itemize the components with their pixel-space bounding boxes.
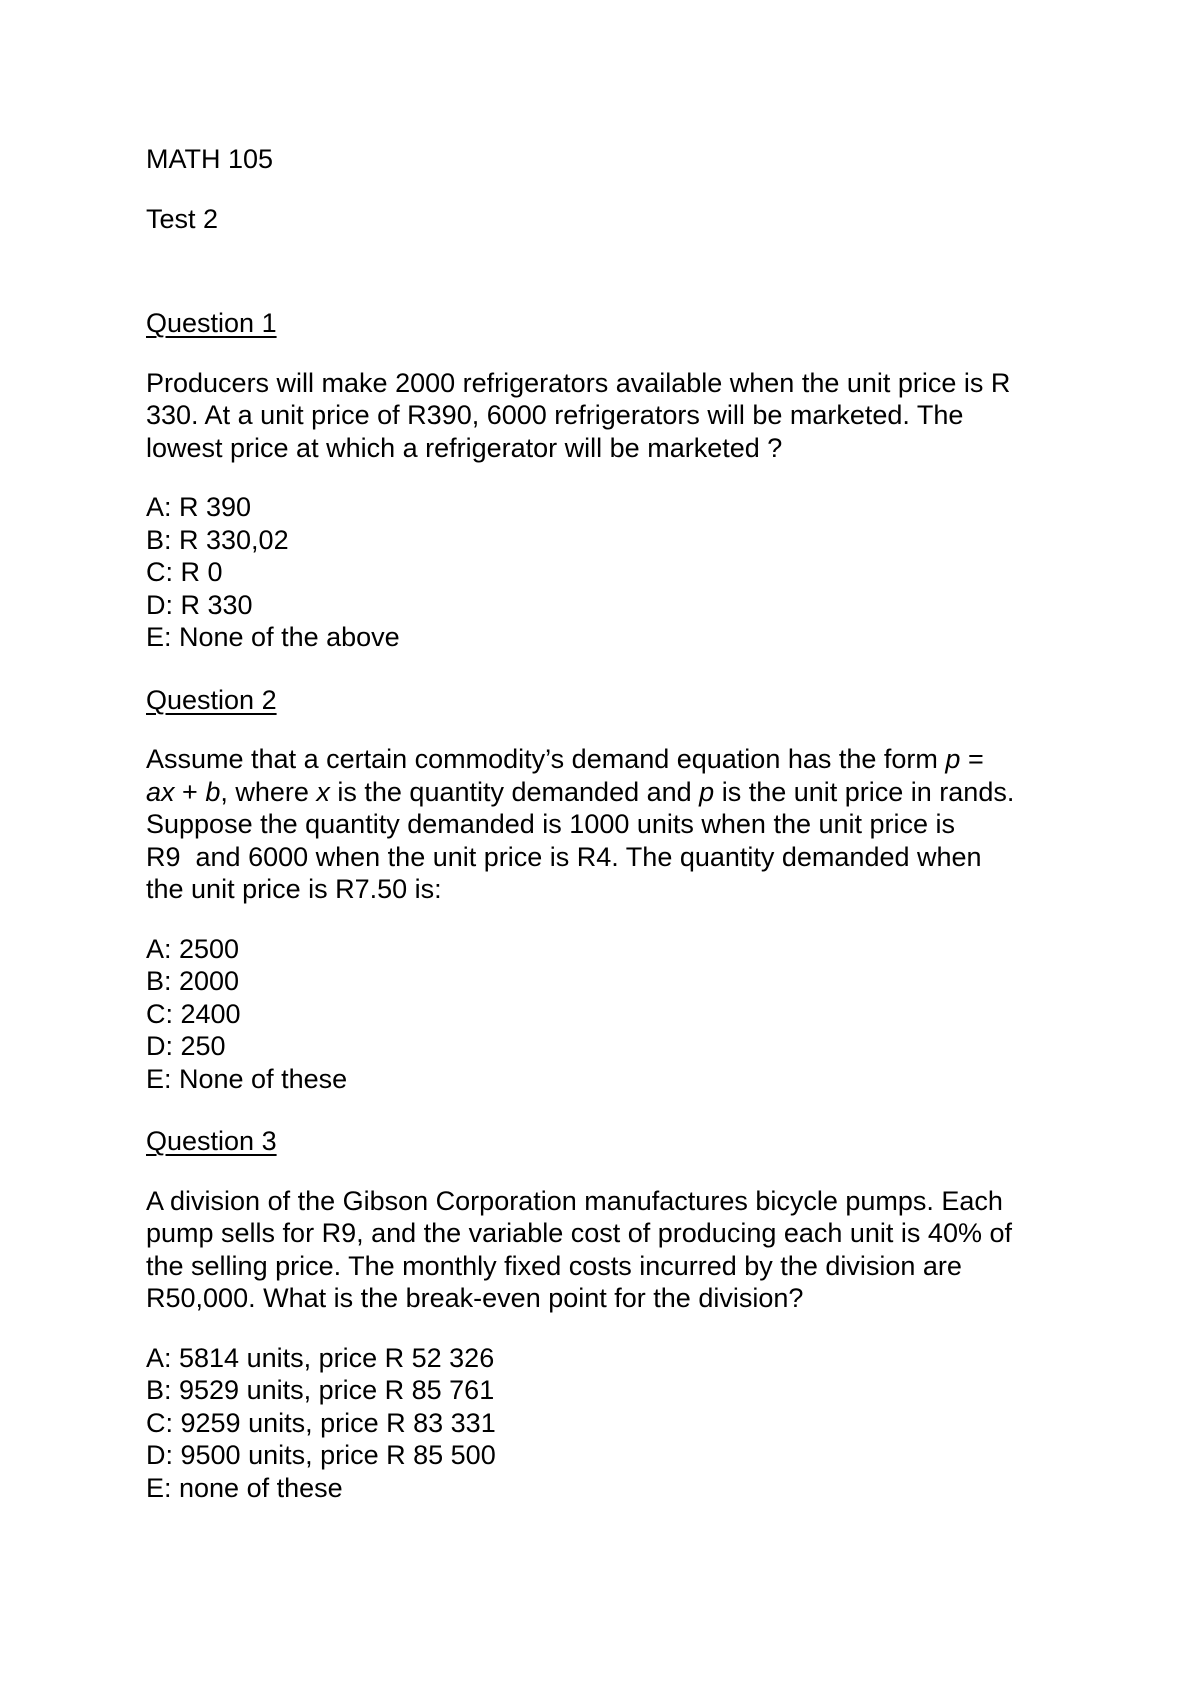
text-run: is the quantity demanded and [329,776,700,807]
variable-x: x [316,776,330,807]
option-d: D: 9500 units, price R 85 500 [146,1440,496,1470]
option-d: D: 250 [146,1031,226,1061]
question-2-heading: Question 2 [146,684,277,715]
question-1 [146,307,1086,654]
variable-b: b [205,776,221,807]
text-run: = [960,744,984,774]
question-1-options [146,491,1086,654]
option-c: C: 9259 units, price R 83 331 [146,1407,496,1438]
question-3-line: the selling price. The monthly fixed costs incurred by the division are [146,1250,962,1281]
variable-p: p [945,744,961,774]
question-1-heading: Question 1 [146,308,277,338]
option-c: C: 2400 [146,998,241,1029]
question-2-line: Suppose the quantity demanded is 1000 units when the unit price is [146,809,956,839]
question-3-line: A division of the Gibson Corporation manufactures bicycle pumps. Each [146,1185,1003,1216]
test-document [146,143,1086,1534]
question-2-line [146,776,1086,809]
option-a: A: 2500 [146,933,240,964]
option-e: E: none of these [146,1472,343,1503]
course-code: MATH 105 [146,144,274,174]
question-1-line: Producers will make 2000 refrigerators available when the unit price is R [146,367,1011,398]
text-run: Assume that a certain commodity’s demand equation has the form [146,744,946,774]
option-a: A: 5814 units, price R 52 326 [146,1342,495,1373]
option-e: E: None of the above [146,622,400,652]
option-b: B: 2000 [146,966,240,996]
question-3-line: pump sells for R9, and the variable cost of producing each unit is 40% of [146,1218,1012,1248]
variable-p: p [699,776,715,807]
question-2-line: R9 and 6000 when the unit price is R4. The quantity demanded when [146,841,982,872]
option-b: B: 9529 units, price R 85 761 [146,1375,495,1405]
test-title: Test 2 [146,203,219,234]
question-1-line: 330. At a unit price of R390, 6000 refrigerators will be marketed. The [146,400,964,430]
option-e: E: None of these [146,1063,348,1094]
question-3-line: R50,000. What is the break-even point for the division? [146,1283,804,1313]
question-3-text [146,1185,1086,1315]
text-run: + [174,776,206,807]
question-2-options [146,933,1086,1096]
text-run: is the unit price in rands. [714,776,1015,807]
option-b: B: R 330,02 [146,524,289,555]
question-3 [146,1125,1086,1504]
question-1-line: lowest price at which a refrigerator will be marketed ? [146,432,783,463]
question-2-line: the unit price is R7.50 is: [146,874,442,904]
question-2 [146,684,1086,1096]
variable-ax: ax [146,776,175,807]
text-run: , where [220,776,317,807]
question-3-heading: Question 3 [146,1126,277,1156]
option-c: C: R 0 [146,557,223,587]
question-2-line [146,743,1086,776]
question-3-options [146,1342,1086,1505]
question-1-text [146,367,1086,465]
option-a: A: R 390 [146,492,252,522]
question-2-text [146,743,1086,906]
option-d: D: R 330 [146,589,253,620]
